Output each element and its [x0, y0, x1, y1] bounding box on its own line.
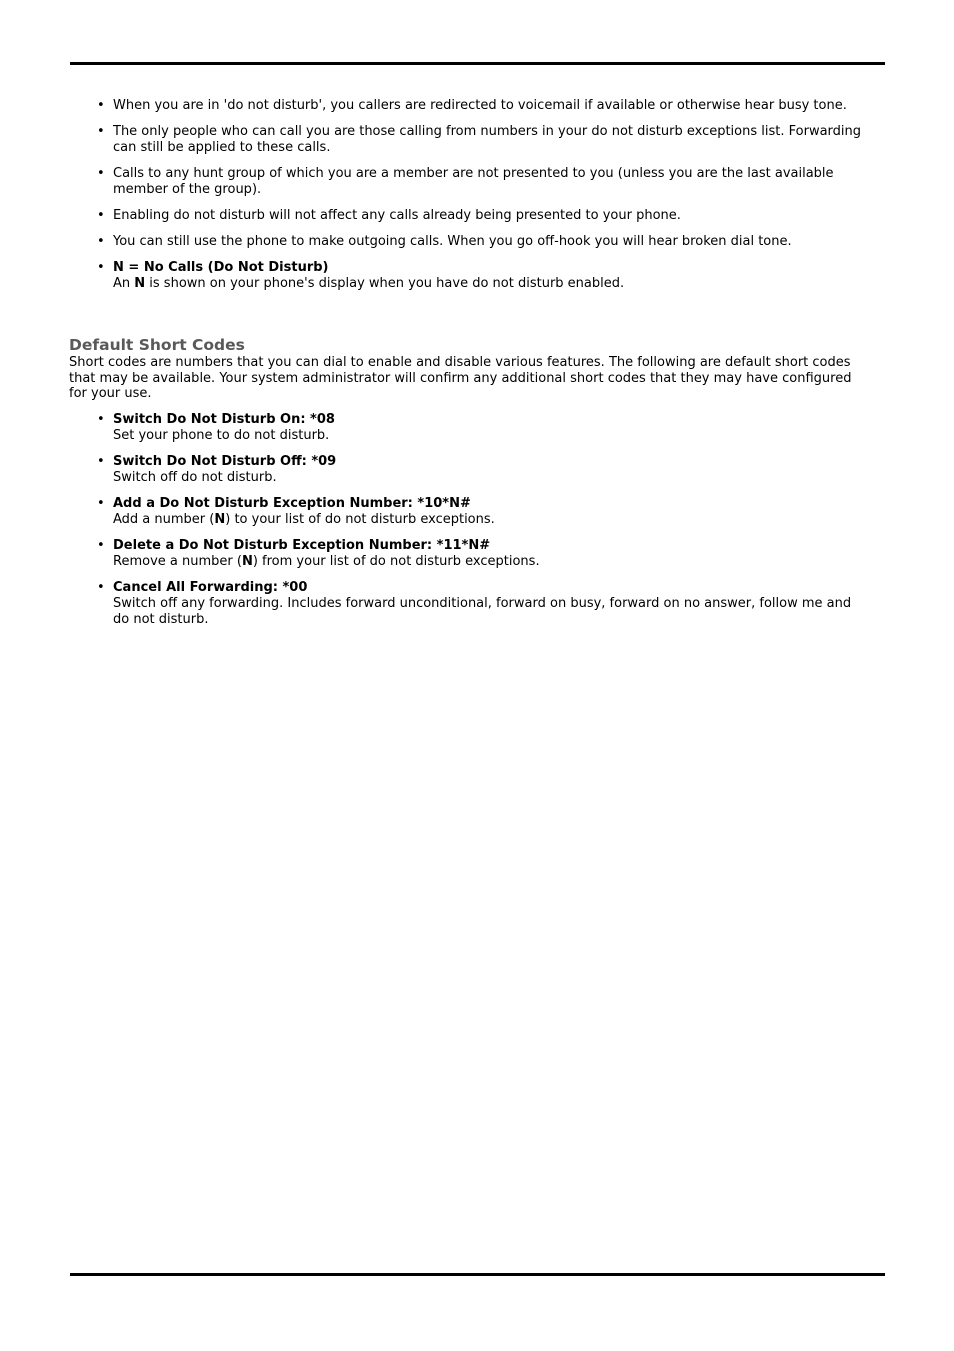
note-text: You can still use the phone to make outgoing calls. When you go off-hook you will hear broken dial tone.	[113, 234, 792, 249]
desc-text: Add a number (	[113, 511, 215, 527]
short-code-desc	[113, 512, 869, 528]
short-code-desc	[113, 554, 869, 570]
short-code-desc	[113, 428, 869, 444]
bullet-icon: •	[97, 166, 105, 181]
list-item	[97, 495, 869, 528]
desc-text: Switch off do not disturb.	[113, 469, 277, 485]
note-text: Enabling do not disturb will not affect any calls already being presented to your phone.	[113, 208, 681, 223]
list-item	[97, 411, 869, 444]
bullet-icon: •	[97, 579, 105, 595]
desc-text: is shown on your phone's display when you have do not disturb enabled.	[145, 276, 625, 291]
bullet-icon: •	[97, 453, 105, 469]
bullet-icon: •	[97, 411, 105, 427]
page-content	[69, 98, 869, 638]
list-item	[97, 234, 869, 250]
list-item	[97, 260, 869, 292]
desc-text: Set your phone to do not disturb.	[113, 427, 330, 443]
list-item	[97, 579, 869, 628]
desc-text: Switch off any forwarding. Includes forward unconditional, forward on busy, forward on no answer, follow me and do not disturb.	[113, 595, 852, 627]
display-note-desc	[113, 276, 869, 292]
desc-bold-text: N	[241, 553, 253, 569]
list-item	[97, 453, 869, 486]
bullet-icon: •	[97, 234, 105, 249]
desc-text: Remove a number (	[113, 553, 242, 569]
bullet-icon: •	[97, 208, 105, 223]
bullet-icon: •	[97, 537, 105, 553]
header-rule	[70, 62, 885, 65]
bullet-icon: •	[97, 124, 105, 139]
list-item	[97, 537, 869, 570]
desc-bold-text: N	[134, 276, 146, 291]
short-code-desc	[113, 596, 869, 628]
list-item	[97, 98, 869, 114]
note-text: Calls to any hunt group of which you are a member are not presented to you (unless you are the last available member of the group).	[113, 166, 834, 197]
list-item	[97, 166, 869, 198]
short-code-title: Switch Do Not Disturb On: *08	[113, 411, 335, 427]
bullet-icon: •	[97, 495, 105, 511]
short-code-title: Cancel All Forwarding: *00	[113, 579, 308, 595]
desc-text: ) from your list of do not disturb exceptions.	[252, 553, 540, 569]
short-code-title: Add a Do Not Disturb Exception Number: *10*N#	[113, 495, 471, 511]
short-code-desc	[113, 470, 869, 486]
display-note-title: N = No Calls (Do Not Disturb)	[113, 260, 329, 275]
desc-bold-text: N	[214, 511, 226, 527]
dnd-notes-list	[69, 98, 869, 292]
desc-text: An	[113, 276, 135, 291]
section-heading: Default Short Codes	[69, 336, 245, 354]
note-text: When you are in 'do not disturb', you callers are redirected to voicemail if available or otherwise hear busy tone.	[113, 98, 847, 113]
footer-rule	[70, 1273, 885, 1276]
short-codes-list	[69, 412, 869, 628]
section-intro: Short codes are numbers that you can dial to enable and disable various features. The following are default short codes that may be available. Your system administrator will confirm any additional short codes that they may have configured for your use.	[69, 355, 852, 401]
desc-text: ) to your list of do not disturb exceptions.	[225, 511, 495, 527]
short-code-title: Switch Do Not Disturb Off: *09	[113, 453, 337, 469]
list-item	[97, 208, 869, 224]
list-item	[97, 124, 869, 156]
bullet-icon: •	[97, 98, 105, 113]
short-code-title: Delete a Do Not Disturb Exception Number: *11*N#	[113, 537, 491, 553]
bullet-icon: •	[97, 260, 105, 275]
note-text: The only people who can call you are those calling from numbers in your do not disturb exceptions list. Forwarding can still be applied to these calls.	[113, 124, 862, 155]
